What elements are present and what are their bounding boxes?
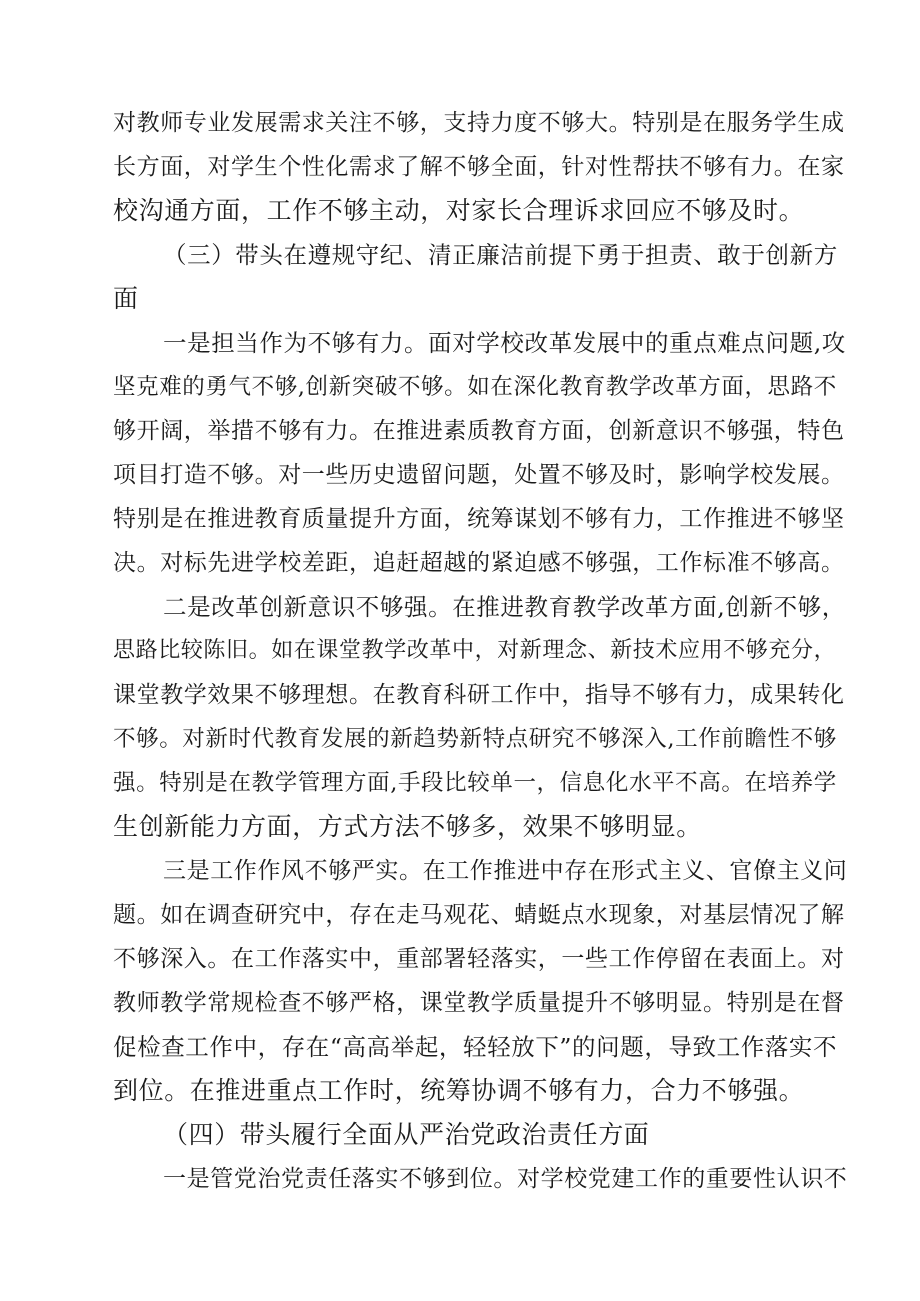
text-line: 对教师专业发展需求关注不够，支持力度不够大。特别是在服务学生成 (113, 110, 845, 136)
section-heading: （三）带头在遵规守纪、清正廉洁前提下勇于担责、敢于创新方 (163, 241, 838, 269)
text-line: 强。特别是在教学管理方面,手段比较单一，信息化水平不高。在培养学 (113, 770, 837, 796)
text-line: 不够。对新时代教育发展的新趋势新特点研究不够深入,工作前瞻性不够 (113, 726, 837, 752)
section-heading: 面 (113, 284, 139, 313)
text-line: 坚克难的勇气不够,创新突破不够。如在深化教育教学改革方面，思路不 (113, 374, 837, 400)
text-line: 特别是在推进教育质量提升方面，统筹谋划不够有力，工作推进不够坚 (113, 506, 845, 532)
text-line: 三是工作作风不够严实。在工作推进中存在形式主义、官僚主义问 (163, 858, 848, 884)
text-line: 到位。在推进重点工作时，统筹协调不够有力，合力不够强。 (113, 1076, 805, 1105)
text-line: 题。如在调查研究中，存在走马观花、蜻蜓点水现象，对基层情况了解 (113, 902, 845, 928)
text-line: 项目打造不够。对一些历史遗留问题，处置不够及时，影响学校发展。 (113, 462, 845, 488)
section-heading: （四）带头履行全面从严治党政治责任方面 (163, 1120, 650, 1149)
text-line: 够开阔，举措不够有力。在推进素质教育方面，创新意识不够强，特色 (113, 418, 845, 444)
text-line: 不够深入。在工作落实中，重部署轻落实，一些工作停留在表面上。对 (113, 946, 845, 972)
text-line: 长方面，对学生个性化需求了解不够全面，针对性帮扶不够有力。在家 (113, 154, 845, 180)
text-line: 校沟通方面，工作不够主动，对家长合理诉求回应不够及时。 (113, 196, 805, 225)
text-line: 一是担当作为不够有力。面对学校改革发展中的重点难点问题,攻 (163, 329, 846, 357)
text-line: 课堂教学效果不够理想。在教育科研工作中，指导不够有力，成果转化 (113, 682, 845, 708)
text-line: 决。对标先进学校差距，追赶超越的紧迫感不够强，工作标准不够高。 (113, 550, 845, 576)
text-line: 一是管党治党责任落实不够到位。对学校党建工作的重要性认识不 (163, 1166, 848, 1192)
text-line: 二是改革创新意识不够强。在推进教育教学改革方面,创新不够， (163, 593, 846, 621)
text-line: 生创新能力方面，方式方法不够多，效果不够明显。 (113, 812, 702, 841)
text-line: 思路比较陈旧。如在课堂教学改革中，对新理念、新技术应用不够充分， (113, 638, 837, 663)
text-line: 促检查工作中，存在“高高举起，轻轻放下”的问题，导致工作落实不 (113, 1033, 838, 1061)
text-line: 教师教学常规检查不够严格，课堂教学质量提升不够明显。特别是在督 (113, 990, 845, 1016)
